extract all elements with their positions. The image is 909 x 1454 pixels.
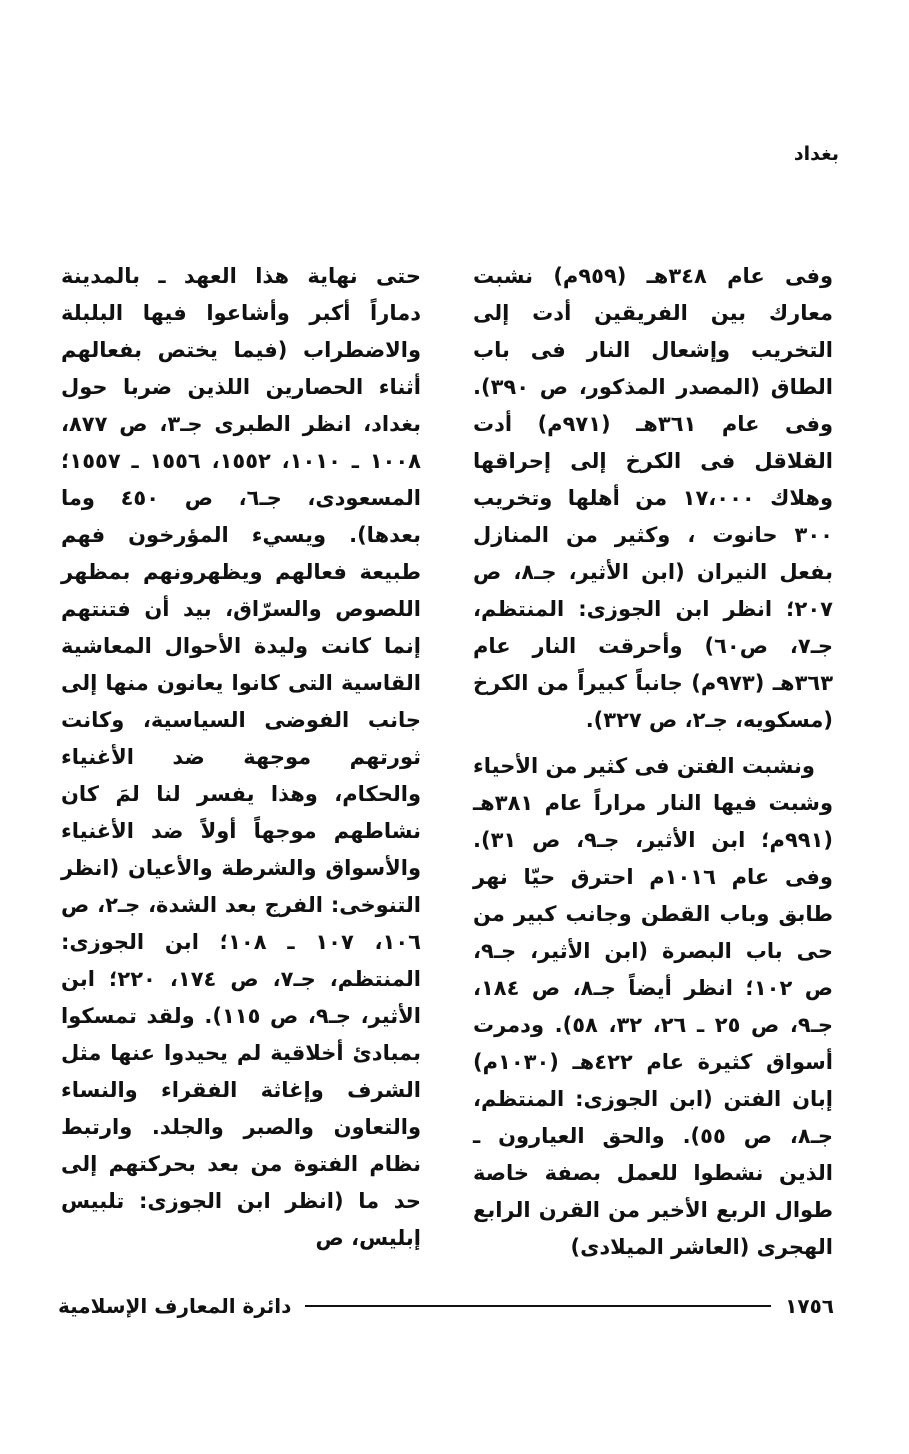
paragraph: ونشبت الفتن فى كثير من الأحياء وشبت فيها النار مراراً عام ٣٨١هـ (٩٩١م؛ ابن الأثير، جـ٩، ص ٣١). وفى عام ١٠١٦م احترق حيّا نهر طابق وباب القطن وجانب كبير من حى باب البصرة (ابن الأثير، جـ٩، ص ١٠٢؛ انظر أيضاً جـ٨، ص ١٨٤، جـ٩، ص ٢٥ ـ ٢٦، ٣٢، ٥٨). ودمرت أسواق كثيرة عام ٤٢٢هـ (١٠٣٠م) إبان الفتن (ابن الجوزى: المنتظم، جـ٨، ص ٥٥). والحق العيارون ـ الذين نشطوا للعمل بصفة خاصة طوال الربع الأخير من القرن الرابع الهجرى (العاشر الميلادى) (473, 754, 834, 1259)
paragraph: حتى نهاية هذا العهد ـ بالمدينة دماراً أكبر وأشاعوا فيها البلبلة والاضطراب (فيما يختص بفعالهم أثناء الحصارين اللذين ضربا حول بغداد، انظر الطبرى جـ٣، ص ٨٧٧، ١٠٠٨ ـ ١٠١٠، ١٥٥٢، ١٥٥٦ ـ ١٥٥٧؛ المسعودى، جـ٦، ص ٤٥٠ وما بعدها). ويسيء المؤرخون فهم طبيعة فعالهم ويظهرونهم بمظهر اللصوص والسرّاق، بيد أن فتنتهم إنما كانت وليدة الأحوال المعاشية القاسية التى كانوا يعانون منها إلى جانب الفوضى السياسية، وكانت ثورتهم موجهة ضد الأغنياء والحكام، وهذا يفسر لنا لمَ كان نشاطهم موجهاً أولاً ضد الأغنياء والأسواق والشرطة والأعيان (انظر التنوخى: الفرج بعد الشدة، جـ٢، ص ١٠٦، ١٠٧ ـ ١٠٨؛ ابن الجوزى: المنتظم، جـ٧، ص ١٧٤، ٢٢٠؛ ابن الأثير، جـ٩، ص ١١٥). ولقد تمسكوا بمبادئ أخلاقية لم يحيدوا عنها مثل الشرف وإغاثة الفقراء والنساء والتعاون والصبر والجلد. وارتبط نظام الفتوة من بعد بحركتهم إلى حد ما (انظر ابن الجوزى: تلبيس إبليس، ص (61, 264, 421, 1250)
page-footer (58, 1292, 834, 1320)
footer-rule (305, 1305, 771, 1307)
running-head: بغداد (793, 143, 839, 165)
footer-title: دائرة المعارف الإسلامية (58, 1294, 292, 1318)
paragraph: وفى عام ٣٤٨هـ (٩٥٩م) نشبت معارك بين الفريقين أدت إلى التخريب وإشعال النار فى باب الطاق (المصدر المذكور، ص ٣٩٠). وفى عام ٣٦١هـ (٩٧١م) أدت القلاقل فى الكرخ إلى إحراقها وهلاك ١٧،٠٠٠ من أهلها وتخريب ٣٠٠ حانوت ، وكثير من المنازل بفعل النيران (ابن الأثير، جـ٨، ص ٢٠٧؛ انظر ابن الجوزى: المنتظم، جـ٧، ص٦٠) وأحرقت النار عام ٣٦٣هـ (٩٧٣م) جانباً كبيراً من الكرخ (مسكويه، جـ٢، ص ٣٢٧). (473, 264, 834, 732)
left-column (61, 258, 421, 1257)
right-column (473, 258, 833, 1266)
page-number: ١٧٥٦ (785, 1294, 834, 1318)
